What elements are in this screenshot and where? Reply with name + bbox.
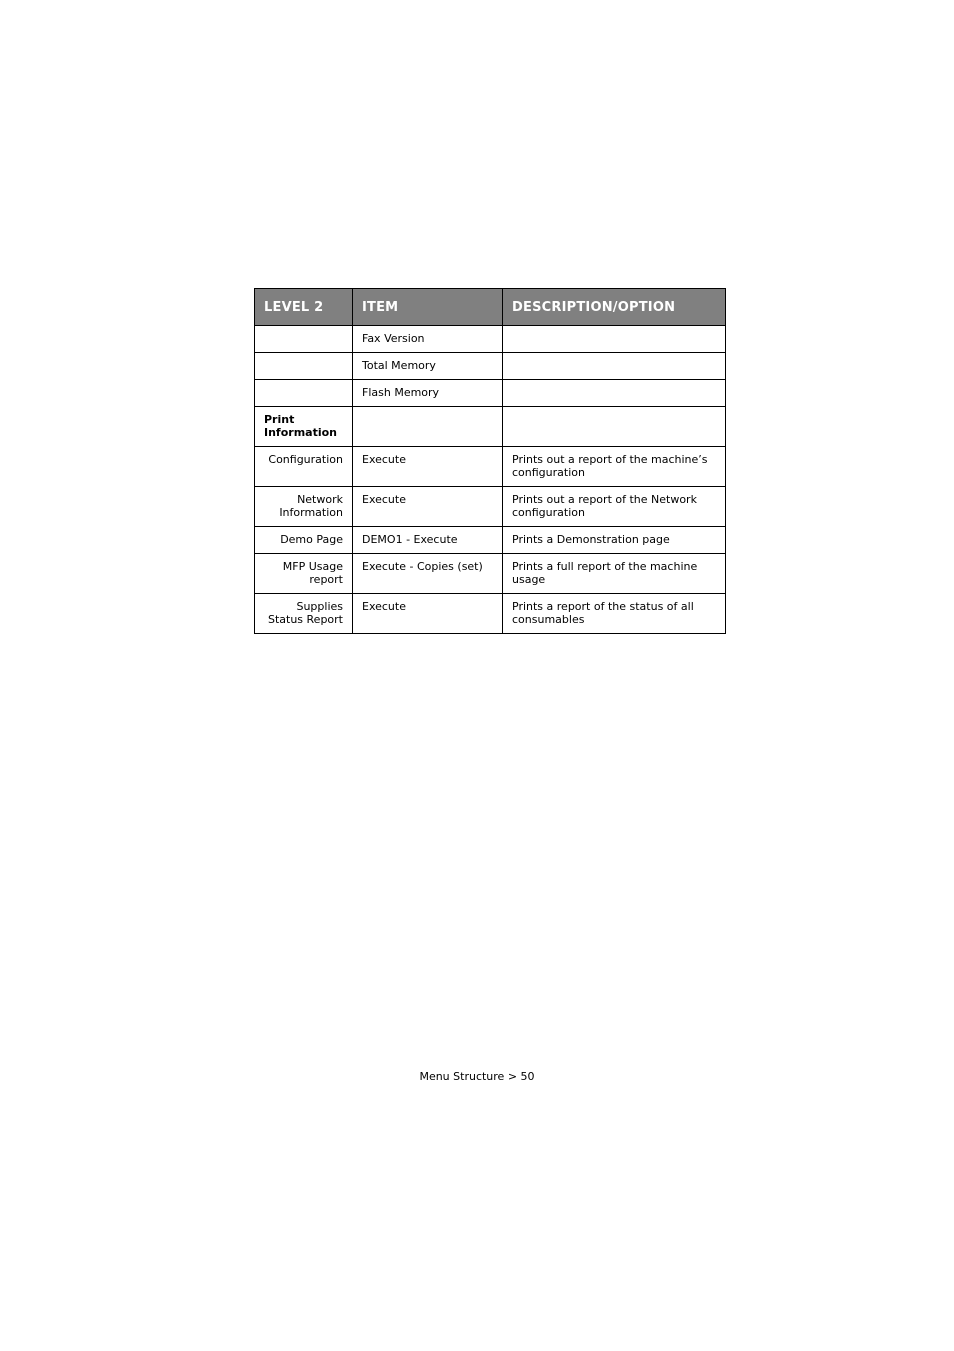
table-header-row [255,289,726,326]
description-cell: Prints a full report of the machine usage [503,554,726,594]
header-level-2: LEVEL 2 [255,289,353,326]
item-cell: Total Memory [353,353,503,380]
header-description-option: DESCRIPTION/OPTION [503,289,726,326]
item-cell: Flash Memory [353,380,503,407]
level-cell: Demo Page [255,527,353,554]
table-row [255,527,726,554]
description-cell [503,353,726,380]
table-row [255,353,726,380]
item-cell: Execute [353,487,503,527]
item-cell: Fax Version [353,326,503,353]
table-row [255,487,726,527]
table-section-row [255,407,726,447]
level-cell: MFP Usage report [255,554,353,594]
level-cell [255,353,353,380]
level-cell [255,326,353,353]
table-row [255,447,726,487]
page-footer: Menu Structure > 50 [419,1070,535,1083]
table-row [255,326,726,353]
item-cell [353,407,503,447]
description-cell: Prints a report of the status of all consumables [503,594,726,634]
section-heading-cell: Print Information [255,407,353,447]
description-cell [503,380,726,407]
description-cell: Prints out a report of the machine’s configuration [503,447,726,487]
item-cell: Execute - Copies (set) [353,554,503,594]
item-cell: Execute [353,447,503,487]
description-cell: Prints a Demonstration page [503,527,726,554]
description-cell [503,407,726,447]
level-cell: Network Information [255,487,353,527]
menu-structure-table [254,288,726,634]
item-cell: DEMO1 - Execute [353,527,503,554]
description-cell: Prints out a report of the Network configuration [503,487,726,527]
table-row [255,380,726,407]
table-row [255,594,726,634]
item-cell: Execute [353,594,503,634]
level-cell: Supplies Status Report [255,594,353,634]
level-cell: Configuration [255,447,353,487]
level-cell [255,380,353,407]
description-cell [503,326,726,353]
header-item: ITEM [353,289,503,326]
table-row [255,554,726,594]
